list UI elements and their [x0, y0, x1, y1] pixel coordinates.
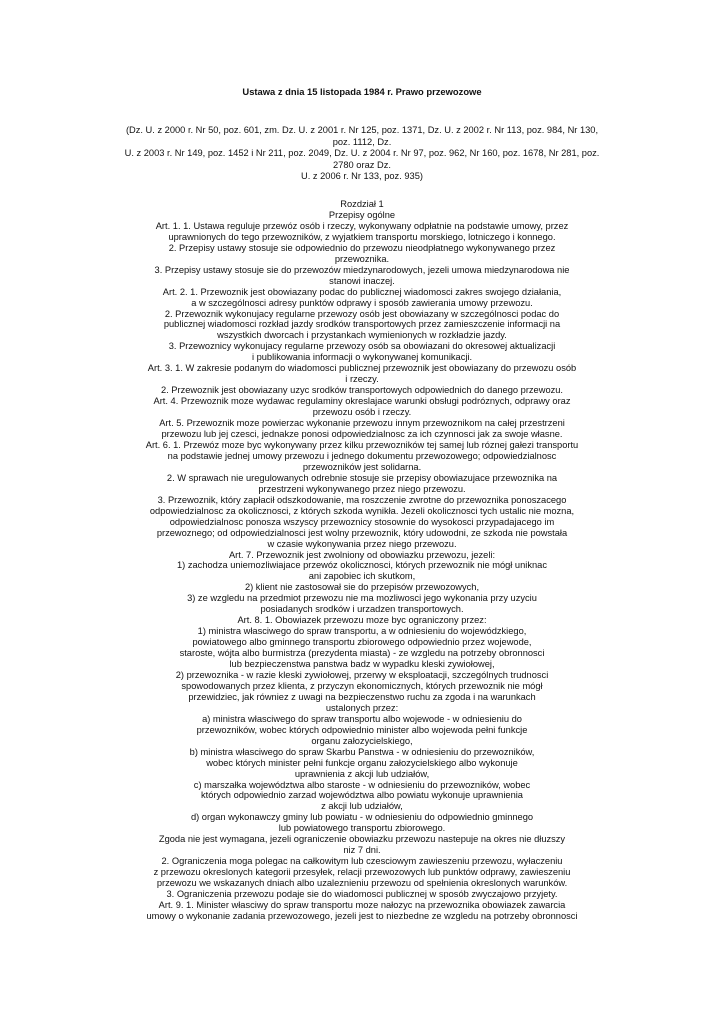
text-line: Art. 8. 1. Obowiazek przewozu moze byc ograniczony przez:	[237, 615, 487, 626]
text-line: przewozu lub jej czesci, jednakze ponosi odpowiedzialnosc za ich czynnosci jak za swoje własne.	[161, 429, 563, 440]
text-line: wszystkich dworcach i przystankach wymienionych w rozkładzie jazdy.	[217, 330, 507, 341]
text-line: Art. 4. Przewoznik moze wydawac regulaminy okreslajace warunki obsługi podróznych, odprawy oraz	[153, 396, 571, 407]
text-line: z przewozu okreslonych kategorii przesyłek, relacji przewozowych lub punktów odprawy, zawieszeniu	[153, 867, 571, 878]
text-line: których odpowiednio zarzad województwa albo powiatu wykonuje uprawnienia	[201, 790, 523, 801]
text-line: przestrzeni wykonywanego przez niego przewozu.	[258, 483, 466, 494]
text-line: Art. 9. 1. Minister własciwy do spraw transportu moze nałozyc na przewoznika obowiazek zawarcia	[158, 900, 566, 910]
text-line: odpowiedzialnosc za okolicznosci, z których szkoda wynikła. Jezeli okolicznosci tych ustalic nie mozna,	[149, 505, 575, 516]
text-line: 2. W sprawach nie uregulowanych odrebnie stosuje sie przepisy obowiazujace przewoznika na	[166, 472, 558, 483]
text-line: przewozu osób i rzeczy.	[312, 407, 412, 418]
text-line: a) ministra własciwego do spraw transportu albo wojewode - w odniesieniu do	[202, 713, 522, 724]
text-line: w czasie wykonywania przez niego przewozu.	[267, 538, 457, 549]
text-line: uprawnienia z akcji lub udziałów,	[294, 768, 430, 779]
text-line: 3. Przewoznik, który zapłacił odszkodowanie, ma roszczenie zwrotne do przewoznika ponoszacego	[157, 494, 567, 505]
text-line: przewidziec, jak równiez z uwagi na bezpieczenstwo ruchu za zgoda i na warunkach	[188, 691, 536, 702]
text-line: posiadanych srodków i urzadzen transportowych.	[260, 604, 464, 615]
text-line: 1) ministra własciwego do spraw transportu, a w odniesieniu do wojewódzkiego,	[197, 626, 527, 637]
text-line: przewozników jest solidarna.	[302, 461, 422, 472]
text-line: ani zapobiec ich skutkom,	[308, 571, 416, 582]
text-line: organu załozycielskiego,	[311, 735, 413, 746]
text-line: a w szczególnosci adresy punktów odprawy i sposób zawierania umowy przewozu.	[191, 297, 533, 308]
text-line: powiatowego albo gminnego transportu zbiorowego odpowiednio przez wojewode,	[192, 637, 532, 648]
text-line: 3) ze wzgledu na przedmiot przewozu nie ma mozliwosci jego wykonania przy uzyciu	[187, 593, 537, 604]
text-line: c) marszałka województwa albo staroste - w odniesieniu do przewozników, wobec	[193, 779, 531, 790]
text-line: Art. 1. 1. Ustawa reguluje przewóz osób i rzeczy, wykonywany odpłatnie na podstawie umowy, przez	[155, 220, 569, 231]
text-line: 2. Przepisy ustawy stosuje sie odpowiednio do przewozu nieodpłatnego wykonywanego przez	[168, 242, 556, 253]
text-line: przewoznika.	[334, 253, 390, 264]
text-line: publicznej wiadomosci rozkład jazdy srodków transportowych przez zamieszczenie informacji na	[163, 319, 561, 330]
text-line: Art. 2. 1. Przewoznik jest obowiazany podac do publicznej wiadomosci zakres swojego działania,	[162, 286, 562, 297]
text-line: spowodowanych przez klienta, z przyczyn ekonomicznych, których przewoznik nie mógł	[181, 680, 543, 691]
publication-line: U. z 2003 r. Nr 149, poz. 1452 i Nr 211, poz. 2049, Dz. U. z 2004 r. Nr 97, poz. 962, Nr 160, poz. 1678, Nr 281, poz.	[124, 148, 600, 159]
text-line: przewoznego; od odpowiedzialnosci jest wolny przewoznik, który udowodni, ze szkoda nie powstała	[156, 527, 568, 538]
text-line: 3. Ograniczenia przewozu podaje sie do wiadomosci publicznej w sposób zwyczajowo przyjety.	[166, 889, 558, 900]
text-line: niz 7 dni.	[343, 845, 381, 856]
text-line: Art. 3. 1. W zakresie podanym do wiadomosci publicznej przewoznik jest obowiazany do przewozu osób	[147, 363, 577, 374]
text-line: przewozników, wobec których odpowiednio minister albo wojewoda pełni funkcje	[196, 724, 528, 735]
text-line: 1) zachodza uniemozliwiajace przewóz okolicznosci, których przewoznik nie mógł uniknac	[177, 560, 547, 571]
text-line: 2) przewoznika - w razie kleski zywiołowej, przerwy w eksploatacji, szczególnych trudnosci	[175, 669, 549, 680]
text-line: odpowiedzialnosc ponosza wszyscy przewoznicy stosownie do wysokosci przypadajacego im	[169, 516, 555, 527]
text-line: na podstawie jednej umowy przewozu i jednego dokumentu przewozowego; odpowiedzialnosc	[167, 450, 557, 461]
text-line: Art. 6. 1. Przewóz moze byc wykonywany przez kilku przewozników tej samej lub róznej gałezi transportu	[145, 439, 579, 450]
text-line: d) organ wykonawczy gminy lub powiatu - w odniesieniu do odpowiednio gminnego	[190, 812, 534, 823]
text-line: 2. Przewoznik jest obowiazany uzyc srodków transportowych odpowiednich do danego przewozu.	[160, 385, 564, 396]
text-line: Zgoda nie jest wymagana, jezeli ograniczenie obowiazku przewozu nastepuje na okres nie dłuzszy	[158, 834, 566, 845]
text-line: uprawnionych do tego przewozników, z wyjatkiem transportu morskiego, lotniczego i konnego.	[168, 231, 556, 242]
text-line: wobec których minister pełni funkcje organu załozycielskiego albo wykonuje	[206, 757, 518, 768]
text-line: i publikowania informacji o wykonywanej komunikacji.	[251, 352, 473, 363]
publication-reference	[80, 125, 644, 183]
text-line: stanowi inaczej.	[329, 275, 395, 286]
text-line: 3. Przewoznicy wykonujacy regularne przewozy osób sa obowiazani do okresowej aktualizacji	[168, 341, 556, 352]
text-line: Art. 5. Przewoznik moze powierzac wykonanie przewozu innym przewoznikom na całej przestrzeni	[159, 418, 565, 429]
publication-line: (Dz. U. z 2000 r. Nr 50, poz. 601, zm. Dz. U. z 2001 r. Nr 125, poz. 1371, Dz. U. z 2002 r. Nr 113, poz. 984, Nr 130,	[125, 125, 599, 135]
text-line: lub bezpieczenstwa panstwa badz w wypadku kleski zywiołowej,	[229, 659, 495, 670]
publication-line: U. z 2006 r. Nr 133, poz. 935)	[301, 171, 423, 182]
document-body	[98, 199, 626, 922]
text-line: staroste, wójta albo burmistrza (prezydenta miasta) - ze wzgledu na potrzeby obronnosci	[179, 648, 545, 659]
publication-line: poz. 1112, Dz.	[332, 136, 392, 147]
text-line: umowy o wykonanie zadania przewozowego, jezeli jest to niezbedne ze wzgledu na potrzeby obronnosci	[146, 910, 578, 921]
text-line: 2. Ograniczenia moga polegac na całkowitym lub czesciowym zawieszeniu przewozu, wyłaczeniu	[161, 856, 563, 867]
text-line: 2) klient nie zastosował sie do przepisów przewozowych,	[244, 582, 480, 593]
text-line: Rozdział 1	[340, 199, 384, 209]
text-line: Przepisy ogólne	[328, 209, 396, 220]
publication-line: 2780 oraz Dz.	[333, 159, 391, 170]
text-line: z akcji lub udziałów,	[321, 801, 403, 812]
document-title: Ustawa z dnia 15 listopada 1984 r. Prawo przewozowe	[242, 86, 482, 97]
text-line: przewozu we wskazanych dniach albo uzaleznieniu przewozu od spełnienia okreslonych warunków.	[156, 878, 568, 889]
text-line: ustalonych przez:	[325, 702, 399, 713]
text-line: 2. Przewoznik wykonujacy regularne przewozy osób jest obowiazany w szczególnosci podac do	[164, 308, 560, 319]
text-line: b) ministra własciwego do spraw Skarbu Panstwa - w odniesieniu do przewozników,	[189, 746, 535, 757]
text-line: 3. Przepisy ustawy stosuje sie do przewozów miedzynarodowych, jezeli umowa miedzynarodowa nie	[154, 264, 570, 275]
text-line: lub powiatowego transportu zbiorowego.	[278, 823, 446, 834]
text-line: i rzeczy.	[345, 374, 379, 385]
text-line: Art. 7. Przewoznik jest zwolniony od obowiazku przewozu, jezeli:	[228, 549, 496, 560]
